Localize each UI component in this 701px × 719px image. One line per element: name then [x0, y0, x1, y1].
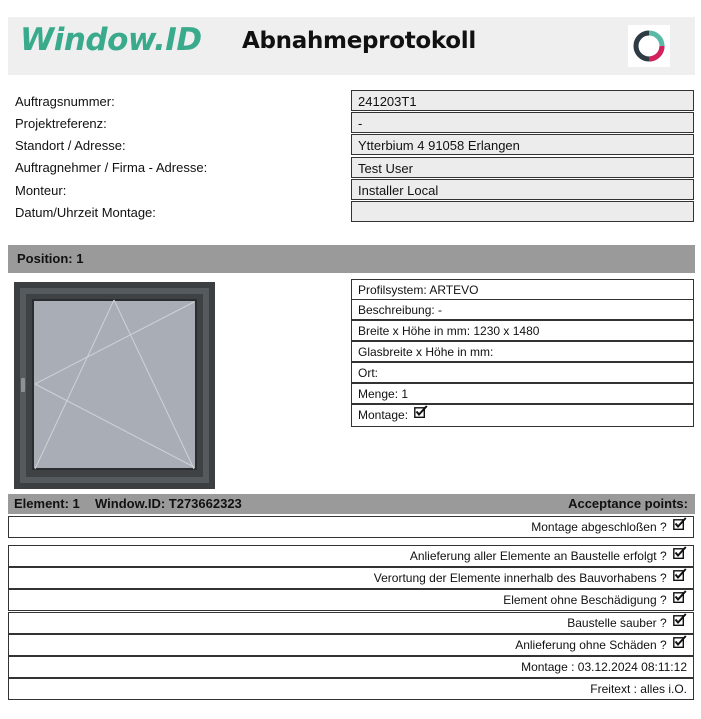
value-standort: Ytterbium 4 91058 Erlangen: [351, 134, 694, 155]
check-row-freitext: [8, 678, 694, 700]
value-datum-montage: [351, 201, 694, 222]
prop-profilsystem: Profilsystem: ARTEVO: [351, 279, 694, 300]
document-header: [8, 17, 695, 75]
label-auftragsnummer: Auftragsnummer:: [15, 94, 115, 109]
check-row-montage-abgeschlossen: [8, 516, 694, 538]
prop-breite-hoehe: Breite x Höhe in mm: 1230 x 1480: [351, 320, 694, 341]
checkbox-checked-icon: [673, 589, 687, 610]
check-text: Montage : 03.12.2024 08:11:12: [521, 660, 687, 674]
prop-montage-label: Montage:: [358, 408, 409, 422]
value-auftragsnummer: 241203T1: [351, 90, 694, 111]
value-monteur: Installer Local: [351, 179, 694, 200]
checkbox-checked-icon: [673, 634, 687, 655]
prop-montage: [351, 404, 694, 427]
value-projektreferenz: -: [351, 112, 694, 133]
check-text: Anlieferung ohne Schäden ?: [515, 638, 667, 652]
prop-glas: Glasbreite x Höhe in mm:: [351, 341, 694, 362]
brand-name: Window.ID: [20, 22, 202, 58]
check-row-beschaedigung: [8, 589, 694, 611]
label-auftragnehmer: Auftragnehmer / Firma - Adresse:: [15, 160, 208, 175]
check-text: Baustelle sauber ?: [567, 616, 667, 630]
checkbox-checked-icon: [673, 545, 687, 566]
check-row-baustelle-sauber: [8, 612, 694, 634]
window-id-logo-icon: [628, 25, 670, 67]
label-monteur: Monteur:: [15, 183, 67, 198]
label-datum-montage: Datum/Uhrzeit Montage:: [15, 205, 156, 220]
check-text: Anlieferung aller Elemente an Baustelle erfolgt ?: [409, 549, 667, 563]
check-text: Freitext : alles i.O.: [590, 682, 687, 696]
check-row-anlieferung-ohne-schaeden: [8, 634, 694, 656]
element-window-id: Window.ID: T273662323: [95, 496, 242, 511]
checkbox-checked-icon: [414, 404, 428, 424]
prop-beschreibung: Beschreibung: -: [351, 299, 694, 320]
element-header: [8, 494, 695, 514]
checkbox-checked-icon: [673, 567, 687, 588]
check-row-verortung: [8, 567, 694, 589]
element-label: Element: 1: [14, 496, 80, 511]
window-drawing: [14, 282, 215, 489]
acceptance-points-label: Acceptance points:: [568, 496, 688, 511]
check-text: Element ohne Beschädigung ?: [503, 593, 667, 607]
prop-ort: Ort:: [351, 362, 694, 383]
position-header: Position: 1: [8, 245, 695, 273]
check-text: Verortung der Elemente innerhalb des Bauvorhabens ?: [373, 571, 667, 585]
label-standort: Standort / Adresse:: [15, 138, 126, 153]
value-auftragnehmer: Test User: [351, 157, 694, 178]
document-title: Abnahmeprotokoll: [242, 28, 476, 54]
prop-menge: Menge: 1: [351, 383, 694, 404]
check-row-montage-datum: [8, 656, 694, 678]
check-text: Montage abgeschloßen ?: [531, 520, 667, 534]
check-row-anlieferung: [8, 545, 694, 567]
checkbox-checked-icon: [673, 612, 687, 633]
checkbox-checked-icon: [673, 516, 687, 537]
label-projektreferenz: Projektreferenz:: [15, 116, 107, 131]
